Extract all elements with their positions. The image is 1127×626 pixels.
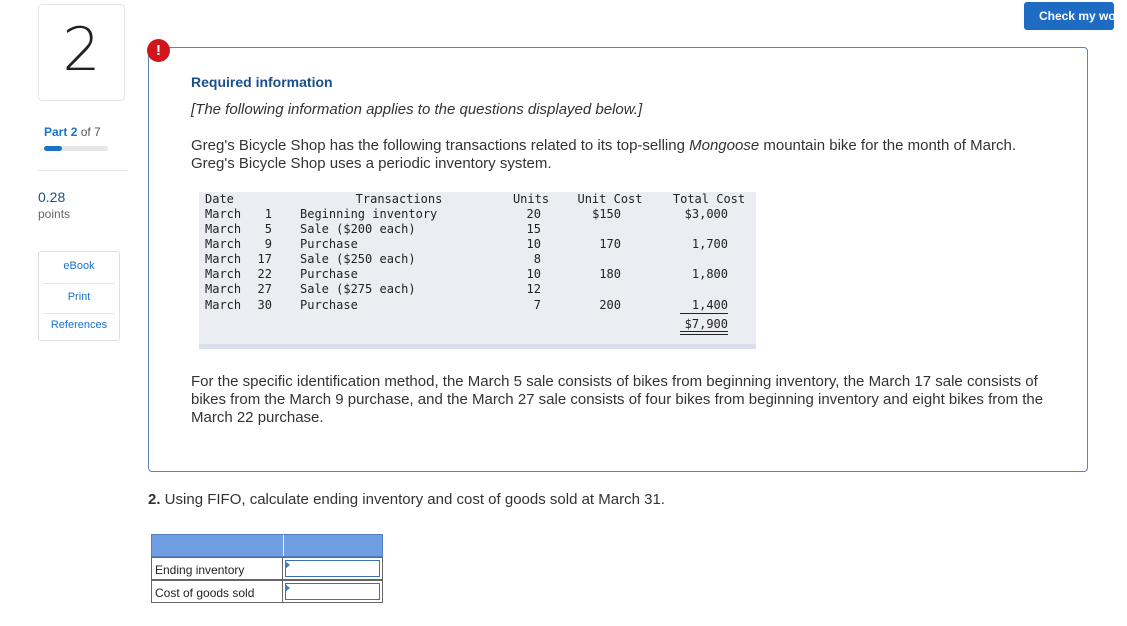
row-month: March	[205, 222, 242, 236]
ending-inventory-label: Ending inventory	[151, 557, 283, 580]
question-text: Using FIFO, calculate ending inventory and cost of goods sold at March 31.	[160, 491, 665, 508]
row-units: 20	[526, 207, 541, 221]
divider	[38, 170, 128, 171]
part-indicator	[44, 125, 101, 139]
specific-identification-text: For the specific identification method, the March 5 sale consists of bikes from beginning inventory, the March 17 sale consists of bikes from the March 9 purchase, and the March 27 sale consists of four bikes from beginning inventory and eight bikes from the March 22 purchase.	[191, 373, 1044, 426]
answer-row-ending-inventory	[151, 557, 383, 580]
references-link[interactable]: References	[50, 319, 108, 331]
cogs-input[interactable]	[285, 583, 380, 600]
check-my-work-button[interactable]: Check my work	[1024, 2, 1114, 30]
row-day: 17	[257, 252, 272, 266]
row-units: 7	[533, 298, 541, 312]
row-transaction: Purchase	[300, 267, 358, 281]
part-progress-fill	[44, 146, 62, 151]
header-total-cost: Total Cost	[672, 192, 746, 206]
intro-text-end: mountain bike for the month of March. Greg's Bicycle Shop uses a periodic inventory system.	[191, 137, 1016, 172]
row-day: 27	[257, 282, 272, 296]
alert-icon: !	[147, 39, 170, 62]
row-unit-cost: 170	[599, 237, 621, 251]
bike-model: Mongoose	[689, 137, 760, 154]
row-transaction: Beginning inventory	[300, 207, 438, 221]
resource-tools	[38, 251, 120, 341]
required-info-subtitle: [The following information applies to the questions displayed below.]	[191, 101, 643, 118]
double-underline-1	[680, 331, 728, 332]
cogs-label: Cost of goods sold	[151, 580, 283, 603]
question-number-box	[38, 4, 125, 101]
row-units: 10	[526, 237, 541, 251]
intro-text-start: Greg's Bicycle Shop has the following transactions related to its top-selling	[191, 137, 690, 154]
divider	[43, 313, 115, 314]
row-transaction: Purchase	[300, 298, 358, 312]
part-label: Part	[44, 125, 68, 139]
row-month: March	[205, 298, 242, 312]
table-footer-bar	[199, 344, 756, 349]
total-underline	[680, 313, 728, 314]
row-units: 8	[533, 252, 541, 266]
answer-table-header	[151, 534, 383, 557]
row-day: 1	[264, 207, 272, 221]
header-date: Date	[205, 192, 234, 206]
required-info-title: Required information	[191, 74, 333, 90]
row-unit-cost: 200	[599, 298, 621, 312]
ebook-link[interactable]: eBook	[63, 260, 95, 272]
row-month: March	[205, 252, 242, 266]
question-prompt	[148, 491, 665, 508]
row-total-cost: 1,700	[691, 237, 728, 251]
input-marker-icon	[285, 561, 290, 569]
row-unit-cost: 180	[599, 267, 621, 281]
row-total-cost: $3,000	[684, 207, 728, 221]
row-units: 12	[526, 282, 541, 296]
row-month: March	[205, 237, 242, 251]
answer-table	[151, 534, 383, 604]
row-day: 30	[257, 298, 272, 312]
header-divider	[283, 535, 284, 556]
row-month: March	[205, 282, 242, 296]
row-total-cost: 1,800	[691, 267, 728, 281]
row-day: 9	[264, 237, 272, 251]
cogs-cell	[283, 580, 383, 603]
points-label: points	[38, 207, 71, 221]
ending-inventory-input[interactable]	[285, 560, 380, 577]
row-unit-cost: $150	[592, 207, 621, 221]
row-month: March	[205, 207, 242, 221]
header-transactions: Transactions	[355, 192, 443, 206]
ending-inventory-cell	[283, 557, 383, 580]
row-transaction: Sale ($200 each)	[300, 222, 416, 236]
question-number-label: 2.	[148, 491, 161, 508]
row-month: March	[205, 267, 242, 281]
double-underline-2	[680, 334, 728, 335]
row-transaction: Sale ($250 each)	[300, 252, 416, 266]
input-marker-icon	[285, 584, 290, 592]
row-total-cost: 1,400	[691, 298, 728, 312]
divider	[43, 283, 115, 284]
part-of: of 7	[80, 125, 101, 139]
row-units: 10	[526, 267, 541, 281]
row-day: 22	[257, 267, 272, 281]
answer-row-cogs	[151, 580, 383, 603]
header-units: Units	[512, 192, 550, 206]
row-day: 5	[264, 222, 272, 236]
intro-text	[191, 137, 1031, 173]
header-unit-cost: Unit Cost	[577, 192, 643, 206]
print-link[interactable]: Print	[67, 291, 91, 303]
points-value: 0.28	[38, 189, 66, 205]
part-progress-bar	[44, 146, 108, 151]
row-transaction: Purchase	[300, 237, 358, 251]
part-current: 2	[70, 125, 78, 139]
question-number: 2	[62, 15, 101, 85]
row-units: 15	[526, 222, 541, 236]
grand-total: $7,900	[684, 317, 728, 331]
row-transaction: Sale ($275 each)	[300, 282, 416, 296]
